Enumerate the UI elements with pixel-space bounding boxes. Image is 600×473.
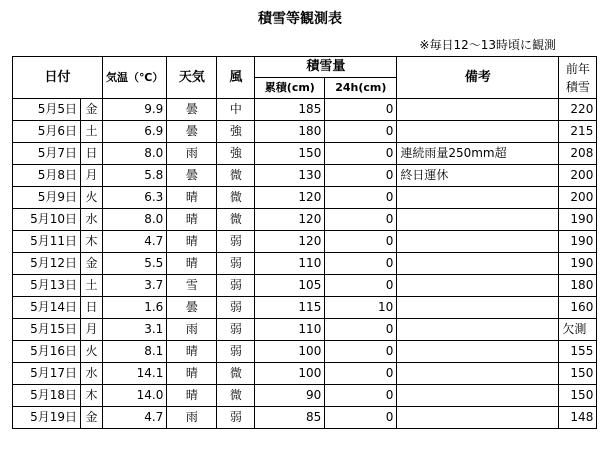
header-wind: 風 — [217, 57, 255, 99]
cell-snow-total: 100 — [255, 341, 325, 363]
cell-previous-year-snow: 215 — [559, 121, 597, 143]
cell-weather: 雨 — [167, 407, 217, 429]
cell-previous-year-snow: 190 — [559, 253, 597, 275]
cell-snow-24h: 0 — [325, 165, 397, 187]
cell-weekday: 土 — [81, 275, 103, 297]
cell-snow-24h: 0 — [325, 341, 397, 363]
table-row — [13, 121, 597, 143]
cell-previous-year-snow: 208 — [559, 143, 597, 165]
cell-date: 5月8日 — [13, 165, 81, 187]
cell-wind: 微 — [217, 385, 255, 407]
cell-remarks — [397, 209, 559, 231]
cell-weather: 晴 — [167, 363, 217, 385]
cell-date: 5月18日 — [13, 385, 81, 407]
cell-temperature: 4.7 — [103, 407, 167, 429]
cell-snow-24h: 0 — [325, 231, 397, 253]
cell-date: 5月11日 — [13, 231, 81, 253]
cell-snow-24h: 0 — [325, 121, 397, 143]
cell-temperature: 8.1 — [103, 341, 167, 363]
cell-temperature: 9.9 — [103, 99, 167, 121]
cell-snow-24h: 0 — [325, 143, 397, 165]
cell-weekday: 火 — [81, 187, 103, 209]
cell-snow-total: 85 — [255, 407, 325, 429]
snow-observation-table — [12, 56, 597, 429]
cell-wind: 微 — [217, 187, 255, 209]
cell-remarks — [397, 407, 559, 429]
cell-date: 5月9日 — [13, 187, 81, 209]
cell-remarks — [397, 187, 559, 209]
cell-previous-year-snow: 150 — [559, 385, 597, 407]
cell-temperature: 5.8 — [103, 165, 167, 187]
cell-weather: 曇 — [167, 121, 217, 143]
cell-date: 5月13日 — [13, 275, 81, 297]
header-temperature: 気温（℃） — [103, 57, 167, 99]
cell-weather: 曇 — [167, 99, 217, 121]
cell-previous-year-snow: 160 — [559, 297, 597, 319]
cell-snow-total: 110 — [255, 319, 325, 341]
cell-temperature: 4.7 — [103, 231, 167, 253]
cell-temperature: 14.1 — [103, 363, 167, 385]
cell-date: 5月6日 — [13, 121, 81, 143]
cell-snow-24h: 0 — [325, 209, 397, 231]
cell-wind: 強 — [217, 121, 255, 143]
cell-previous-year-snow: 欠測 — [559, 319, 597, 341]
cell-wind: 弱 — [217, 231, 255, 253]
cell-remarks — [397, 297, 559, 319]
cell-wind: 弱 — [217, 275, 255, 297]
cell-wind: 微 — [217, 209, 255, 231]
cell-remarks — [397, 253, 559, 275]
cell-weekday: 日 — [81, 297, 103, 319]
cell-snow-24h: 0 — [325, 407, 397, 429]
cell-wind: 弱 — [217, 297, 255, 319]
cell-remarks: 連続雨量250mm超 — [397, 143, 559, 165]
cell-weekday: 木 — [81, 385, 103, 407]
header-remarks: 備考 — [397, 57, 559, 99]
cell-remarks: 終日運休 — [397, 165, 559, 187]
cell-remarks — [397, 231, 559, 253]
page-title: 積雪等観測表 — [258, 11, 342, 27]
cell-date: 5月19日 — [13, 407, 81, 429]
header-date: 日付 — [13, 57, 103, 99]
cell-weather: 晴 — [167, 209, 217, 231]
cell-wind: 微 — [217, 363, 255, 385]
cell-weekday: 金 — [81, 99, 103, 121]
cell-temperature: 8.0 — [103, 143, 167, 165]
cell-weekday: 火 — [81, 341, 103, 363]
cell-date: 5月5日 — [13, 99, 81, 121]
cell-weekday: 日 — [81, 143, 103, 165]
cell-wind: 強 — [217, 143, 255, 165]
cell-remarks — [397, 121, 559, 143]
cell-wind: 弱 — [217, 341, 255, 363]
table-row — [13, 385, 597, 407]
cell-weather: 曇 — [167, 165, 217, 187]
cell-weather: 晴 — [167, 253, 217, 275]
table-row — [13, 231, 597, 253]
cell-snow-total: 100 — [255, 363, 325, 385]
cell-temperature: 5.5 — [103, 253, 167, 275]
table-row — [13, 143, 597, 165]
cell-weekday: 木 — [81, 231, 103, 253]
table-row — [13, 297, 597, 319]
cell-previous-year-snow: 155 — [559, 341, 597, 363]
cell-snow-24h: 0 — [325, 253, 397, 275]
cell-snow-total: 120 — [255, 187, 325, 209]
cell-date: 5月14日 — [13, 297, 81, 319]
cell-snow-total: 150 — [255, 143, 325, 165]
cell-wind: 弱 — [217, 319, 255, 341]
cell-previous-year-snow: 180 — [559, 275, 597, 297]
cell-weekday: 月 — [81, 165, 103, 187]
cell-weather: 曇 — [167, 297, 217, 319]
cell-weather: 雪 — [167, 275, 217, 297]
table-row — [13, 341, 597, 363]
cell-weather: 晴 — [167, 187, 217, 209]
cell-weather: 雨 — [167, 319, 217, 341]
cell-snow-total: 185 — [255, 99, 325, 121]
cell-remarks — [397, 319, 559, 341]
cell-weekday: 水 — [81, 363, 103, 385]
cell-snow-total: 120 — [255, 209, 325, 231]
cell-weather: 晴 — [167, 341, 217, 363]
cell-snow-24h: 0 — [325, 385, 397, 407]
header-snow-total: 累積(cm) — [255, 78, 325, 99]
cell-wind: 中 — [217, 99, 255, 121]
cell-remarks — [397, 341, 559, 363]
cell-snow-total: 120 — [255, 231, 325, 253]
cell-snow-total: 115 — [255, 297, 325, 319]
header-snow-amount: 積雪量 — [255, 57, 397, 78]
cell-previous-year-snow: 190 — [559, 209, 597, 231]
cell-date: 5月17日 — [13, 363, 81, 385]
header-previous-year-snow — [559, 57, 597, 99]
cell-weekday: 金 — [81, 253, 103, 275]
cell-weekday: 水 — [81, 209, 103, 231]
cell-weekday: 土 — [81, 121, 103, 143]
cell-snow-24h: 0 — [325, 187, 397, 209]
cell-snow-24h: 0 — [325, 363, 397, 385]
cell-snow-24h: 0 — [325, 319, 397, 341]
cell-previous-year-snow: 150 — [559, 363, 597, 385]
cell-wind: 微 — [217, 165, 255, 187]
cell-weather: 晴 — [167, 231, 217, 253]
cell-remarks — [397, 363, 559, 385]
cell-snow-total: 180 — [255, 121, 325, 143]
cell-remarks — [397, 99, 559, 121]
table-row — [13, 319, 597, 341]
cell-remarks — [397, 385, 559, 407]
cell-snow-total: 105 — [255, 275, 325, 297]
table-row — [13, 253, 597, 275]
cell-temperature: 1.6 — [103, 297, 167, 319]
cell-weather: 雨 — [167, 143, 217, 165]
cell-wind: 弱 — [217, 407, 255, 429]
table-row — [13, 99, 597, 121]
cell-temperature: 3.7 — [103, 275, 167, 297]
cell-date: 5月7日 — [13, 143, 81, 165]
cell-previous-year-snow: 200 — [559, 187, 597, 209]
cell-snow-total: 90 — [255, 385, 325, 407]
cell-remarks — [397, 275, 559, 297]
header-weather: 天気 — [167, 57, 217, 99]
observation-note: ※毎日12～13時頃に観測 — [419, 38, 556, 52]
cell-date: 5月15日 — [13, 319, 81, 341]
cell-weekday: 月 — [81, 319, 103, 341]
header-snow-24h: 24h(cm) — [325, 78, 397, 99]
cell-date: 5月12日 — [13, 253, 81, 275]
cell-temperature: 6.3 — [103, 187, 167, 209]
cell-temperature: 3.1 — [103, 319, 167, 341]
cell-previous-year-snow: 200 — [559, 165, 597, 187]
cell-temperature: 6.9 — [103, 121, 167, 143]
cell-snow-total: 130 — [255, 165, 325, 187]
cell-snow-24h: 10 — [325, 297, 397, 319]
table-row — [13, 187, 597, 209]
cell-snow-total: 110 — [255, 253, 325, 275]
cell-previous-year-snow: 220 — [559, 99, 597, 121]
cell-date: 5月10日 — [13, 209, 81, 231]
cell-temperature: 8.0 — [103, 209, 167, 231]
table-row — [13, 363, 597, 385]
cell-previous-year-snow: 148 — [559, 407, 597, 429]
header-previous-year-line1: 前年 — [565, 61, 590, 76]
cell-temperature: 14.0 — [103, 385, 167, 407]
table-row — [13, 209, 597, 231]
cell-date: 5月16日 — [13, 341, 81, 363]
header-previous-year-line2: 積雪 — [565, 79, 590, 94]
table-row — [13, 275, 597, 297]
cell-previous-year-snow: 190 — [559, 231, 597, 253]
cell-snow-24h: 0 — [325, 99, 397, 121]
cell-weekday: 金 — [81, 407, 103, 429]
cell-snow-24h: 0 — [325, 275, 397, 297]
table-row — [13, 165, 597, 187]
cell-wind: 弱 — [217, 253, 255, 275]
table-body — [13, 99, 597, 429]
cell-weather: 晴 — [167, 385, 217, 407]
table-row — [13, 407, 597, 429]
